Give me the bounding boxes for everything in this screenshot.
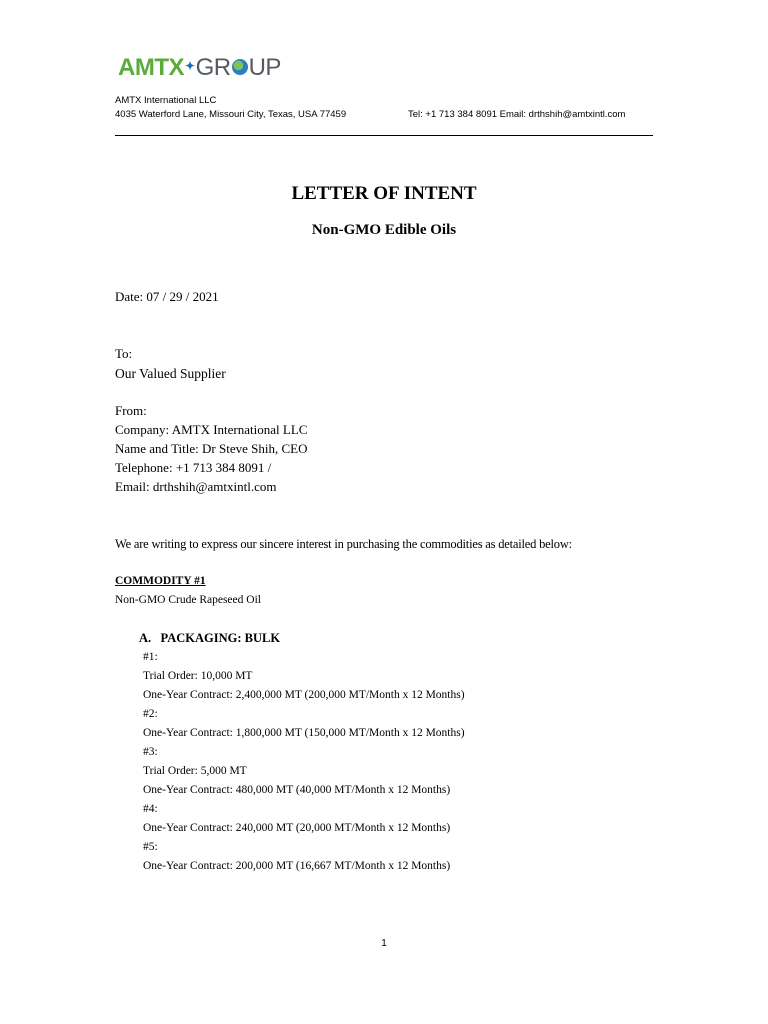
packaging-section-heading: A. PACKAGING: BULK [139, 631, 281, 645]
company-logo [118, 54, 281, 82]
logo-amtx-text: AMTX [118, 54, 184, 81]
letter-date: Date: 07 / 29 / 2021 [115, 289, 219, 304]
header-address: 4035 Waterford Lane, Missouri City, Texas, USA 77459 [115, 109, 347, 120]
list-item: One-Year Contract: 1,800,000 MT (150,000 MT/Month x 12 Months) [143, 727, 465, 739]
document-subtitle: Non-GMO Edible Oils [311, 222, 457, 238]
from-telephone: Telephone: +1 713 384 8091 / [115, 460, 272, 475]
logo-group-text-a: GR [195, 54, 231, 81]
logo-group-text-b: UP [248, 54, 281, 81]
from-email: Email: drthshih@amtxintl.com [115, 479, 277, 494]
commodity-name: Non-GMO Crude Rapeseed Oil [115, 594, 261, 606]
document-title: LETTER OF INTENT [291, 183, 477, 204]
list-item: Trial Order: 10,000 MT [143, 670, 253, 682]
intro-paragraph: We are writing to express our sincere interest in purchasing the commodities as detailed below: [115, 537, 572, 551]
header-divider [115, 135, 653, 136]
header-contact: Tel: +1 713 384 8091 Email: drthshih@amtxintl.com [408, 109, 626, 120]
list-item: Trial Order: 5,000 MT [143, 765, 247, 777]
to-name: Our Valued Supplier [115, 366, 226, 381]
list-item: One-Year Contract: 200,000 MT (16,667 MT/Month x 12 Months) [143, 860, 451, 872]
header-company: AMTX International LLC [115, 95, 217, 106]
list-item: #4: [143, 803, 158, 815]
from-name-title: Name and Title: Dr Steve Shih, CEO [115, 441, 308, 456]
commodity-heading: COMMODITY #1 [115, 575, 206, 587]
list-item: One-Year Contract: 2,400,000 MT (200,000 MT/Month x 12 Months) [143, 689, 465, 701]
list-item: #3: [143, 746, 158, 758]
page-number: 1 [381, 938, 387, 949]
from-company: Company: AMTX International LLC [115, 422, 308, 437]
list-item: #2: [143, 708, 158, 720]
list-item: #1: [143, 651, 158, 663]
list-item: #5: [143, 841, 158, 853]
list-item: One-Year Contract: 240,000 MT (20,000 MT/Month x 12 Months) [143, 822, 451, 834]
globe-icon [232, 59, 248, 75]
from-label: From: [115, 403, 147, 418]
star-icon: ✦ [185, 59, 195, 73]
list-item: One-Year Contract: 480,000 MT (40,000 MT/Month x 12 Months) [143, 784, 451, 796]
to-label: To: [115, 346, 133, 361]
